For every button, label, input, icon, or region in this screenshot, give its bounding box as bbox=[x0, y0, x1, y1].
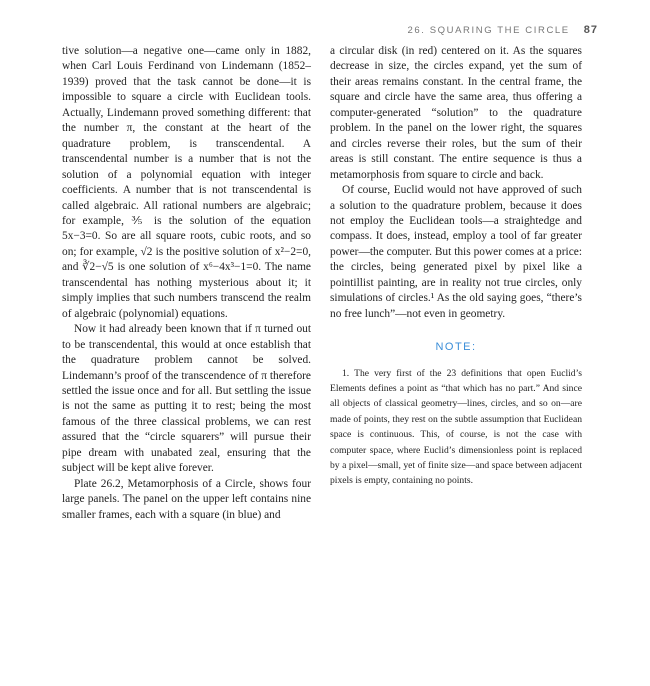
paragraph: Plate 26.2, Metamorphosis of a Circle, shows four large panels. The panel on the upper left contains nine smaller frames, each with a square (in blue) and bbox=[62, 477, 311, 521]
right-column bbox=[330, 44, 582, 489]
paragraph: a circular disk (in red) centered on it. As the squares decrease in size, the circles expand, yet the sum of their areas remains constant. In the central frame, the square and circle have the same area, thus offering a computer-generated “solution” to the quadrature problem. In the panel on the lower right, the squares and circles reverse their roles, but the sum of their areas is still constant. The entire sequence is thus a metamorphosis from square to circle and back. bbox=[330, 45, 582, 181]
footnote: 1. The very first of the 23 definitions that open Euclid’s Elements defines a point as “that which has no part.” And since all objects of classical geometry—lines, circles, and so on—are made of points, they rest on the subtle assumption that Euclidean space is continuous. This, of course, is not the case with computer space, where Euclid’s dimensionless point is replaced by a pixel—small, yet of finite size—and space between adjacent pixels is empty, containing no points. bbox=[330, 367, 582, 487]
page-number: 87 bbox=[583, 24, 598, 36]
running-head bbox=[407, 24, 598, 36]
paragraph: Of course, Euclid would not have approved of such a solution to the quadrature problem, because it does not employ the Euclidean tools—a straightedge and compass. It does, instead, employ a tool of far greater power—the computer. But this power comes at a price: the circles, being generated pixel by pixel like a pointillist painting, are in reality not true circles, only simulations of circles.¹ As the old saying goes, “there’s no free lunch”—not even in geometry. bbox=[330, 184, 582, 320]
note-section bbox=[330, 366, 582, 489]
chapter-title: 26. SQUARING THE CIRCLE bbox=[407, 25, 570, 36]
left-column bbox=[62, 44, 311, 523]
paragraph: Now it had already been known that if π turned out to be transcendental, this would at once establish that the quadrature problem cannot be solved. Lindemann’s proof of the transcendence of π therefore settled the issue once and for all. But settling the issue is not the same as putting it to rest; being the most famous of the three classical problems, we can rest assured that the “circle squarers” will pursue their pipe dream with unabated zeal, ensuring that the subject will be kept alive forever. bbox=[62, 323, 311, 475]
paragraph: tive solution—a negative one—came only in 1882, when Carl Louis Ferdinand von Lindemann (1852–1939) proved that the task cannot be done—it is impossible to square a circle with Euclidean tools. Actually, Lindemann proved something different: that the number π, the constant at the heart of the quadrature problem, is transcendental. A transcendental number is a number that is not the solution of a polynomial equation with integer coefficients. A number that is not transcendental is called algebraic. All rational numbers are algebraic; for example, ⅗ is the solution of the equation 5x−3=0. So are all square roots, cubic roots, and so on; for example, √2 is the positive solution of x²−2=0, and ∛2−√5 is one solution of x⁶−4x³−1=0. The name transcendental has nothing mysterious about it; it simply implies that such numbers transcend the realm of algebraic (polynomial) equations. bbox=[62, 45, 311, 320]
note-heading: NOTE: bbox=[435, 341, 477, 354]
